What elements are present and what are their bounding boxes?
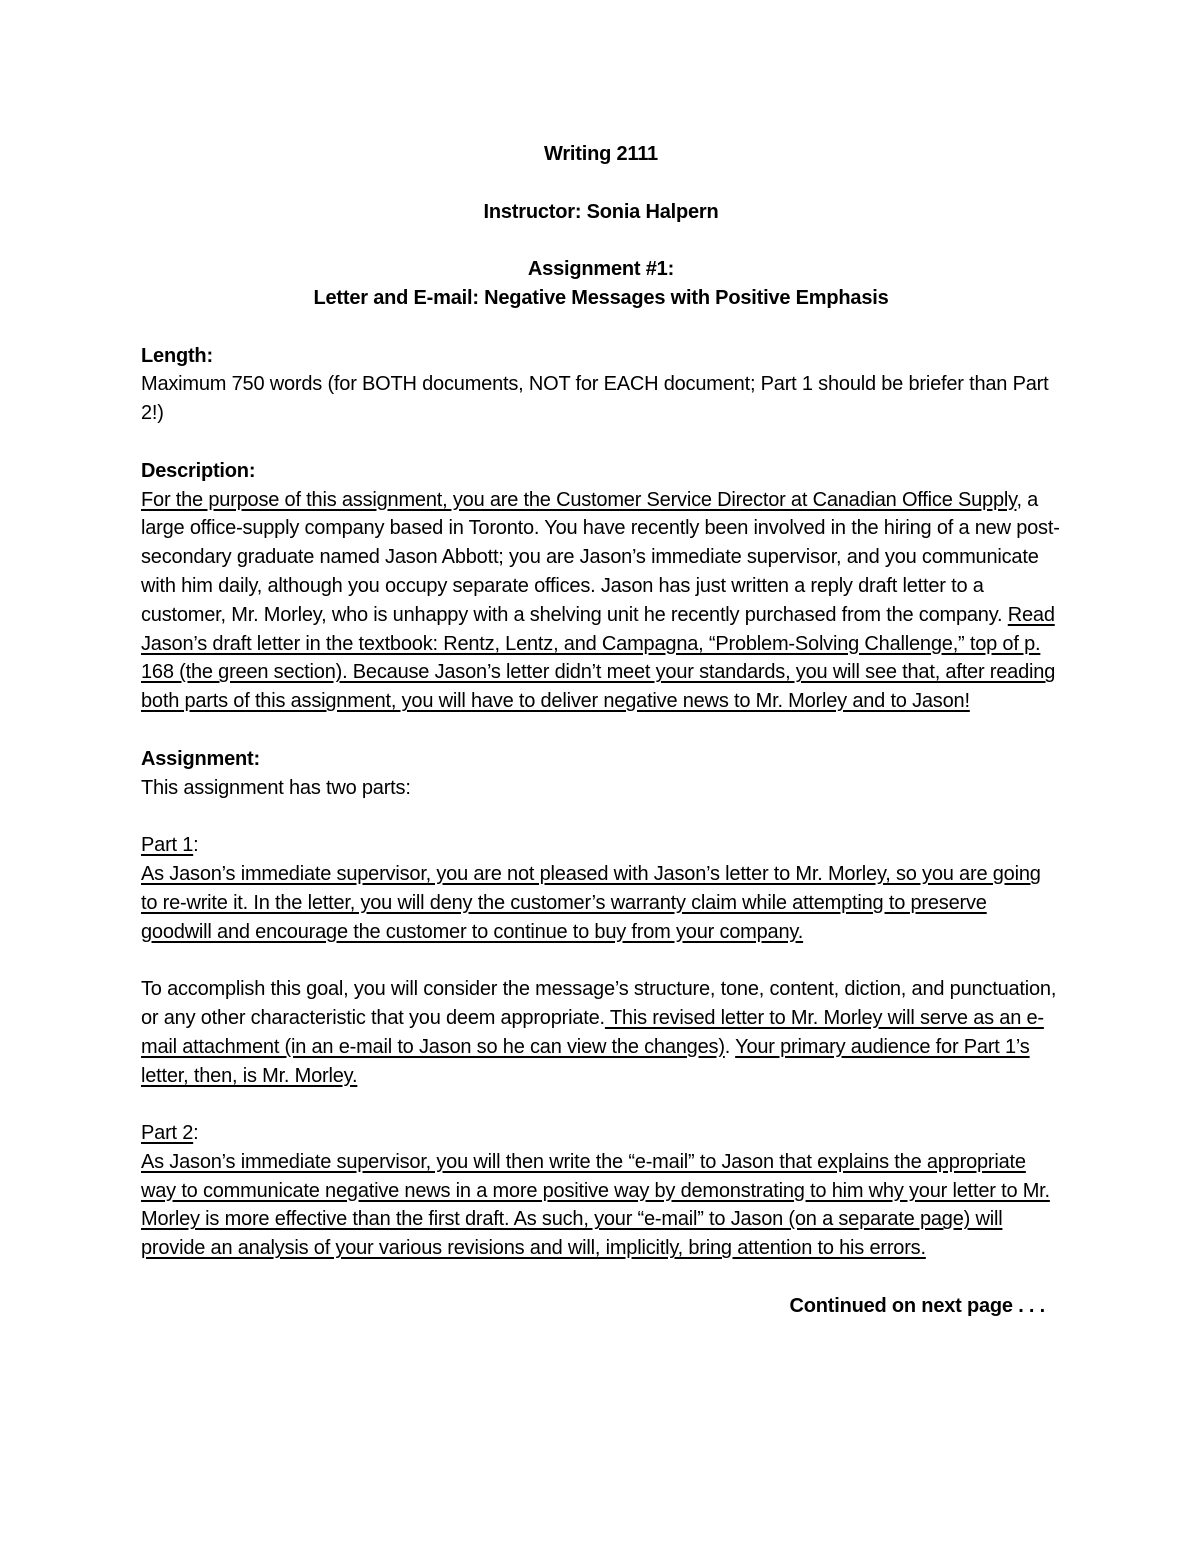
part1-underlined-3: Your primary audience for Part 1’s letter, then, is Mr. Morley. — [141, 1035, 1030, 1087]
part1-heading: Part 1 — [141, 834, 194, 857]
part1-period: . — [724, 1035, 731, 1058]
part1-underlined: As Jason’s immediate supervisor, you are not pleased with Jason’s letter to Mr. Morley, so you are going to re-write it. In the letter, you will deny the customer’s warranty claim while attempting to preserve goodwill and encourage the customer to continue to buy from your company. — [141, 862, 1041, 943]
part1-underlined-2: This revised letter to Mr. Morley will serve as an e-mail attachment (in an e-mail to Jason so he can view the changes) — [141, 1006, 1044, 1058]
description-heading: Description: — [141, 459, 256, 482]
description-underlined-1: For the purpose of this assignment, you are the Customer Service Director at Canadian Office Supply — [141, 488, 1017, 511]
part2-heading-line — [141, 1119, 1061, 1148]
part2-heading: Part 2 — [141, 1122, 194, 1145]
length-text: Maximum 750 words (for BOTH documents, NOT for EACH document; Part 1 should be briefer than Part 2!) — [141, 373, 1049, 425]
part1-colon: : — [193, 834, 199, 857]
course-title: Writing 2111 — [544, 143, 658, 165]
part2-colon: : — [193, 1122, 199, 1145]
assignment-text: This assignment has two parts: — [141, 776, 411, 799]
assignment-number: Assignment #1: — [527, 258, 675, 281]
length-heading: Length: — [141, 344, 213, 367]
continued-note: Continued on next page . . . — [789, 1294, 1045, 1317]
description-paragraph — [141, 486, 1061, 716]
part1-paragraph — [141, 860, 1061, 946]
description-underlined-2: Read Jason’s draft letter in the textbook: Rentz, Lentz, and Campagna, “Problem-Solving Challenge,” top of p. 168 (the green section). Because Jason’s letter didn’t meet your standards, you will see that, after reading both parts of this assignment, you will have to deliver negative news to Mr. Morley and to Jason! — [141, 603, 1056, 713]
description-text-1: , a large office-supply company based in Toronto. You have recently been involved in the hiring of a new post-secondary graduate named Jason Abbott; you are Jason’s immediate supervisor, and you communicate with him daily, although you occupy separate offices. Jason has just written a reply draft letter to a customer, Mr. Morley, who is unhappy with a shelving unit he recently purchased from the company. — [141, 488, 1060, 626]
part1-text-1: To accomplish this goal, you will consider the message’s structure, tone, content, diction, and punctuation, or any other characteristic that you deem appropriate. — [141, 978, 1057, 1029]
assignment-heading: Assignment: — [141, 747, 260, 770]
part1-heading-line — [141, 831, 1061, 860]
document-page — [141, 140, 1061, 1321]
part2-paragraph — [141, 1148, 1061, 1263]
part1-paragraph-2 — [141, 975, 1061, 1090]
part2-underlined: As Jason’s immediate supervisor, you will then write the “e-mail” to Jason that explains the appropriate way to communicate negative news in a more positive way by demonstrating to him why your letter to Mr. Morley is more effective than the first draft. As such, your “e-mail” to Jason (on a separate page) will provide an analysis of your various revisions and will, implicitly, bring attention to his errors. — [141, 1150, 1050, 1260]
instructor-line: Instructor: Sonia Halpern — [483, 200, 719, 223]
assignment-title: Letter and E-mail: Negative Messages with Positive Emphasis — [313, 286, 889, 309]
